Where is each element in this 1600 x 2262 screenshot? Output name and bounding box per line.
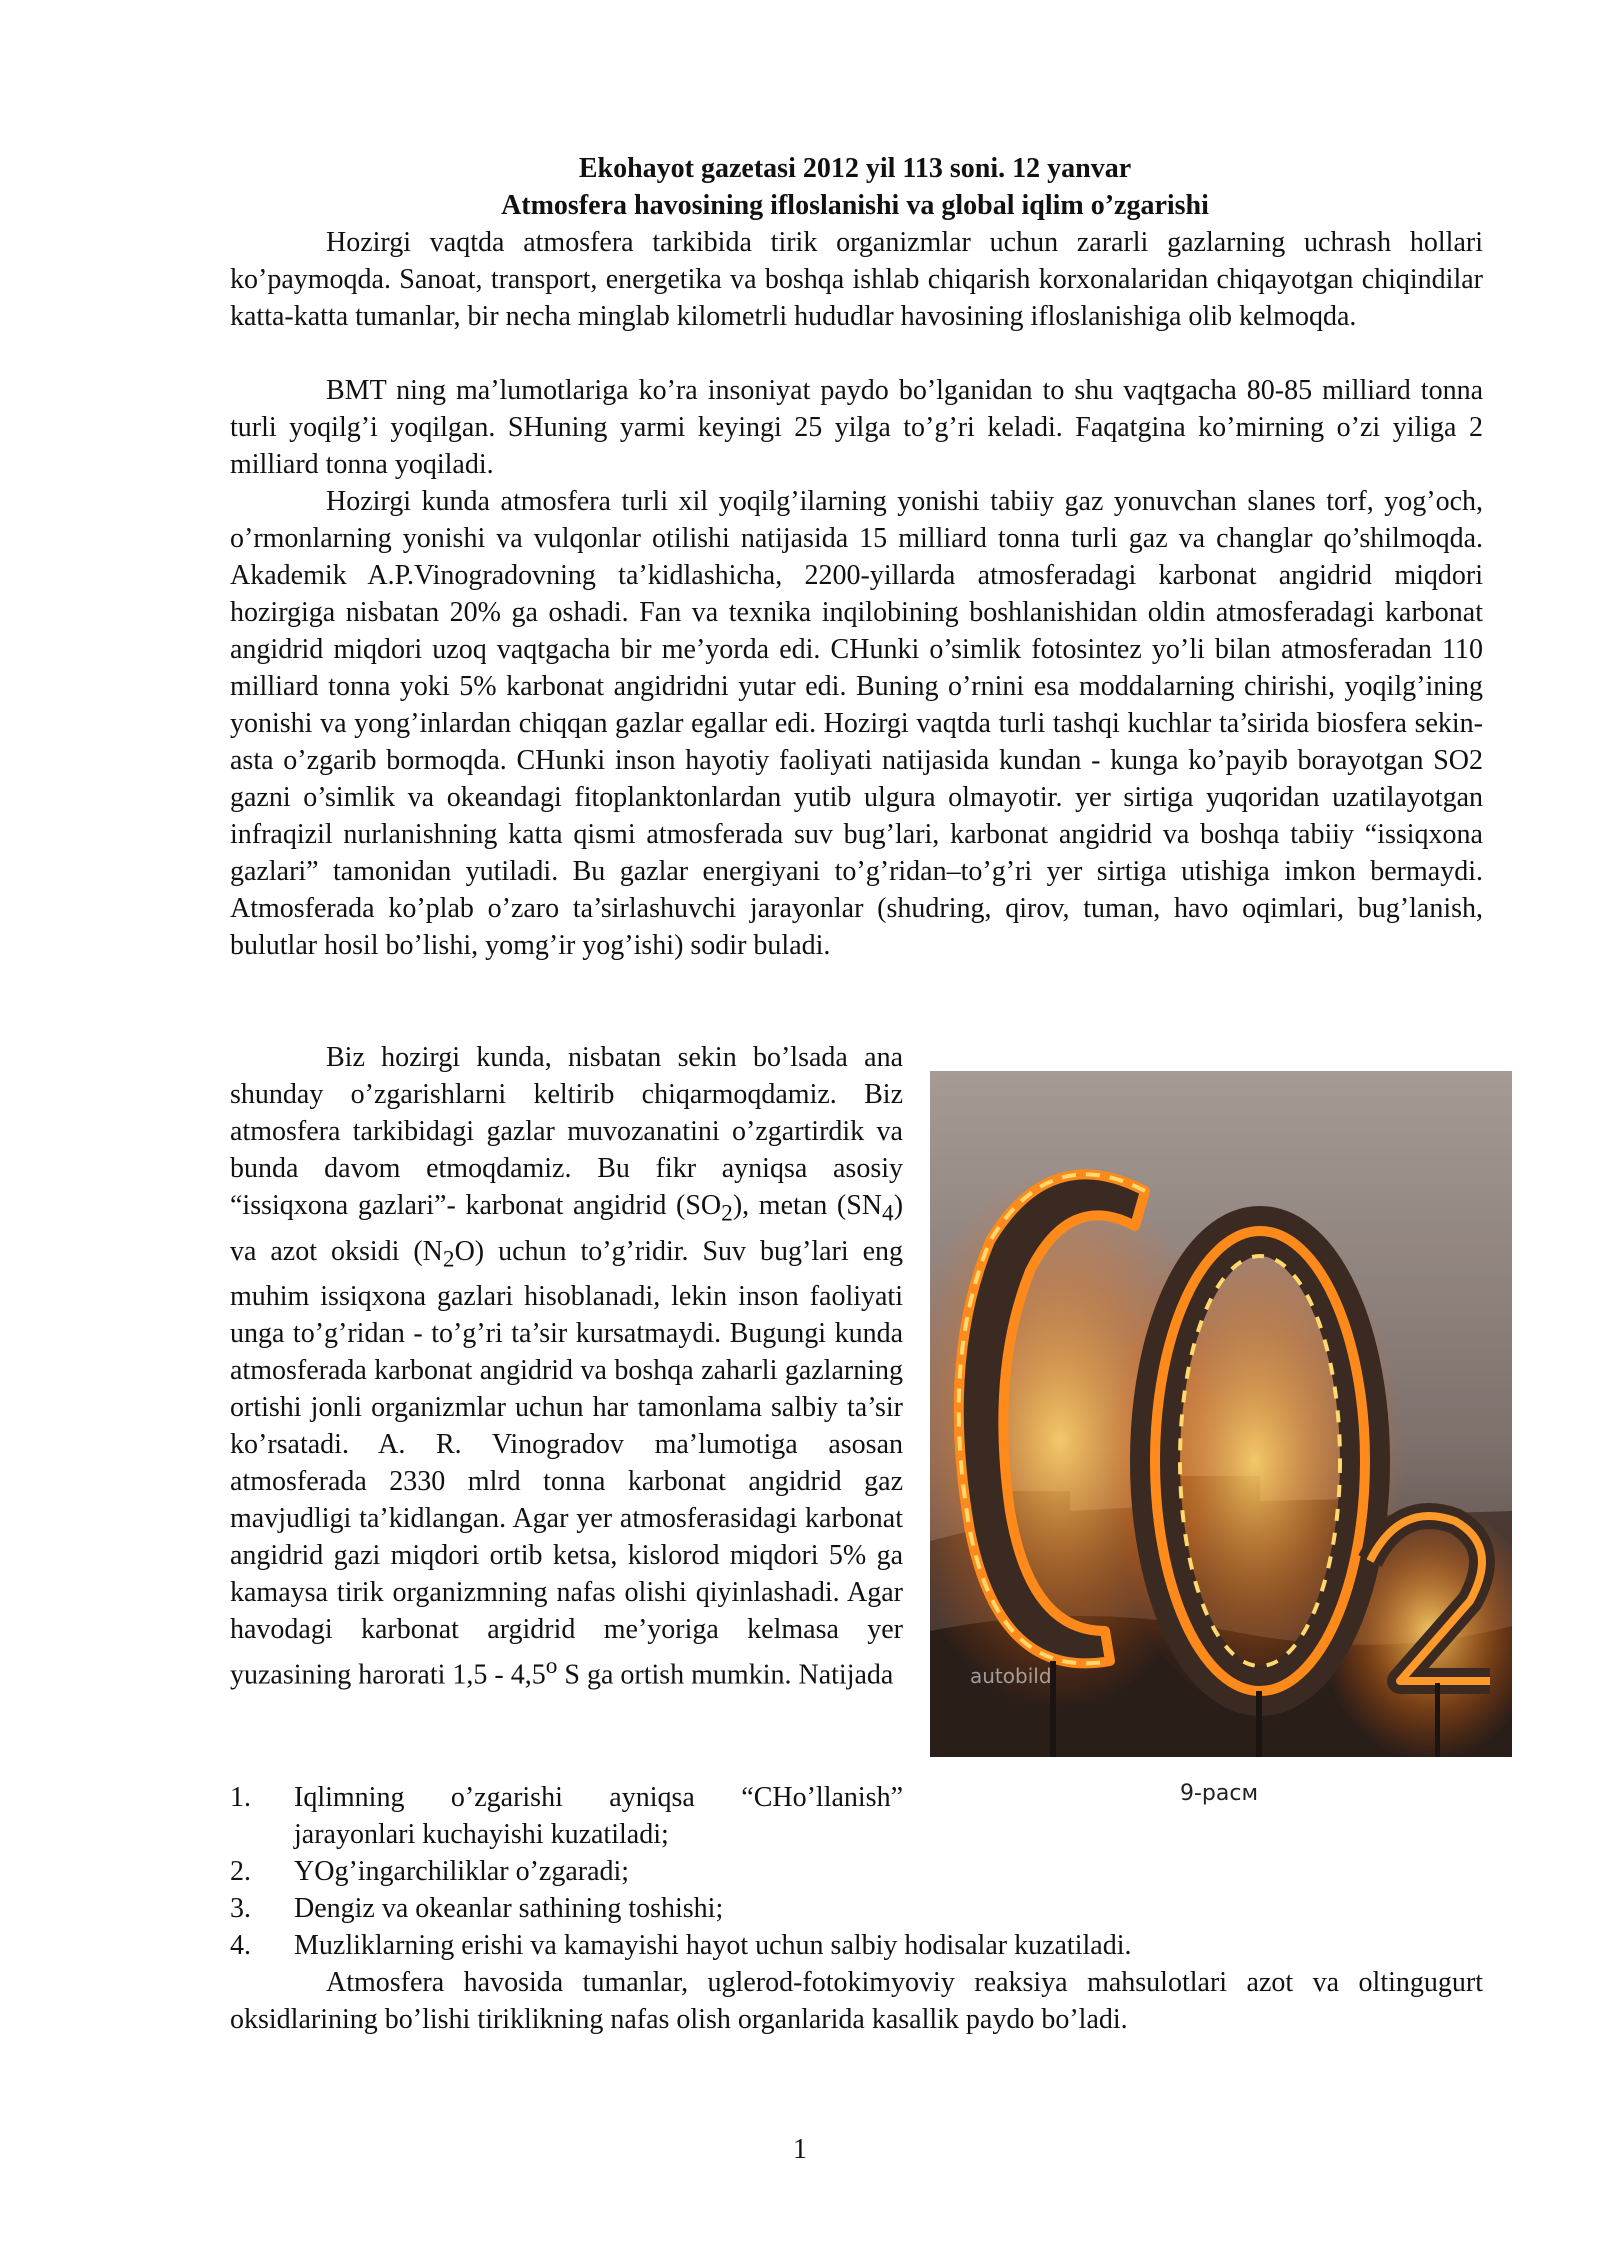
paragraph-1: Hozirgi vaqtda atmosfera tarkibida tirik organizmlar uchun zararli gazlarning uchrash hollari ko’paymoqda. Sanoat, transport, energetika va boshqa ishlab chiqarish korxonalaridan chiqayotgan chiqindilar katta-katta tumanlar, bir necha minglab kilometrli hududlar havosining ifloslanishiga olib kelmoqda. (230, 227, 1483, 332)
list-item-number: 3. (230, 1893, 251, 1924)
paragraph-2: BMT ning ma’lumotlariga ko’ra insoniyat paydo bo’lganidan to shu vaqtgacha 80-85 milliard tonna turli yoqilg’i yoqilgan. SHuning yarmi keyingi 25 yilga to’g’ri keladi. Faqatgina ko’mirning o’zi yiliga 2 milliard tonna yoqiladi. (230, 375, 1483, 480)
list-item-number: 2. (230, 1856, 251, 1887)
list-item (230, 1779, 903, 1853)
paragraph-4-part-b: ), metan (SN (732, 1190, 883, 1221)
paragraph-5: Atmosfera havosida tumanlar, uglerod-fotokimyoviy reaksiya mahsulotlari azot va oltingugurt oksidlarining bo’lishi tiriklikning nafas olish organlarida kasallik paydo bo’ladi. (230, 1967, 1483, 2035)
degree-superscript: o (545, 1653, 558, 1680)
list-item-text: Dengiz va okeanlar sathining toshishi; (294, 1893, 724, 1924)
paragraph-4-part-a: Biz hozirgi kunda, nisbatan sekin bo’lsada ana shunday o’zgarishlarni keltirib chiqarmoqdamiz. Biz atmosfera tarkibidagi gazlar muvozanatini o’zgartirdik va bunda davom etmoqdamiz. Bu fikr ayniqsa asosiy “issiqxona gazlari”- karbonat angidrid (SO (230, 1042, 903, 1221)
list-item-text-line-2: jarayonlari kuchayishi kuzatiladi; (294, 1819, 669, 1850)
article-title: Atmosfera havosining ifloslanishi va global iqlim o’zgarishi (501, 190, 1209, 221)
list-item-text: YOg’ingarchiliklar o’zgaradi; (294, 1856, 630, 1887)
list-item-number: 4. (230, 1930, 251, 1961)
co2-fire-image (930, 1071, 1512, 1757)
paragraph-4-part-c: ) va azot oksidi (N (230, 1190, 904, 1267)
figure-caption: 9-расм (1180, 1781, 1259, 1806)
paragraph-3: Hozirgi kunda atmosfera turli xil yoqilg’ilarning yonishi tabiiy gaz yonuvchan slanes torf, yog’och, o’rmonlarning yonishi va vulqonlar otilishi natijasida 15 milliard tonna turli gaz va changlar qo’shilmoqda. Akademik A.P.Vinogradovning ta’kidlashicha, 2200-yillarda atmosferadagi karbonat angidrid miqdori hozirgiga nisbatan 20% ga oshadi. Fan va texnika inqilobining boshlanishidan oldin atmosferadagi karbonat angidrid miqdori uzoq vaqtgacha bir me’yorda edi. CHunki o’simlik fotosintez yo’li bilan atmosferadan 110 milliard tonna yoki 5% karbonat angidridni yutar edi. Buning o’rnini esa moddalarning chirishi, yoqilg’ining yonishi va yong’inlardan chiqqan gazlar egallar edi. Hozirgi vaqtda turli tashqi kuchlar ta’sirida biosfera sekin-asta o’zgarib bormoqda. CHunki inson hayotiy faoliyati natijasida kundan - kunga ko’payib borayotgan SO2 gazni o’simlik va okeandagi fitoplanktonlardan yutib ulgura olmayotir. yer sirtiga yuqoridan uzatilayotgan infraqizil nurlanishning katta qismi atmosferada suv bug’lari, karbonat angidrid va boshqa tabiiy “issiqxona gazlari” tamonidan yutiladi. Bu gazlar energiyani to’g’ridan–to’g’ri yer sirtiga utishiga imkon bermaydi. Atmosferada ko’plab o’zaro ta’sirlashuvchi jarayonlar (shudring, qirov, tuman, havo oqimlari, bug’lanish, bulutlar hosil bo’lishi, yomg’ir yog’ishi) sodir buladi. (230, 486, 1483, 961)
co2-fire-figure (930, 1071, 1512, 1757)
list-item (230, 1853, 1483, 1890)
image-watermark: autobild (970, 1664, 1052, 1688)
subscript-n2o: 2 (442, 1246, 455, 1273)
list-item-text: Muzliklarning erishi va kamayishi hayot uchun salbiy hodisalar kuzatiladi. (294, 1930, 1132, 1961)
consequences-list-part-2 (230, 1853, 1483, 1964)
consequences-list-part-1 (230, 1779, 903, 1853)
list-item (230, 1927, 1483, 1964)
list-item-text-line-1: Iqlimning o’zgarishi ayniqsa “CHo’llanish” (294, 1782, 903, 1813)
list-item (230, 1890, 1483, 1927)
paragraph-4 (230, 1039, 903, 1694)
page-number: 1 (793, 2134, 807, 2165)
paragraph-4-part-e: S ga ortish mumkin. Natijada (557, 1659, 894, 1691)
subscript-co2: 2 (721, 1200, 733, 1227)
list-item-number: 1. (230, 1782, 251, 1813)
subscript-ch4: 4 (882, 1200, 894, 1227)
paragraph-4-part-d: O) uchun to’g’ridir. Suv bug’lari eng muhim issiqxona gazlari hisoblanadi, lekin inson faoliyati unga to’g’ridan - to’g’ri ta’sir kursatmaydi. Bugungi kunda atmosferada karbonat angidrid va boshqa zaharli gazlarning ortishi jonli organizmlar uchun har tamonlama salbiy ta’sir ko’rsatadi. A. R. Vinogradov ma’lumotiga asosan atmosferada 2330 mlrd tonna karbonat angidrid gaz mavjudligi ta’kidlangan. Agar yer atmosferasidagi karbonat angidrid gazi miqdori ortib ketsa, kislorod miqdori 5% ga kamaysa tirik organizmning nafas olishi qiyinlashadi. Agar havodagi karbonat argidrid me’yoriga kelmasa yer yuzasining harorati 1,5 - 4,5 (230, 1235, 904, 1691)
newspaper-source-line: Ekohayot gazetasi 2012 yil 113 soni. 12 yanvar (578, 153, 1132, 184)
